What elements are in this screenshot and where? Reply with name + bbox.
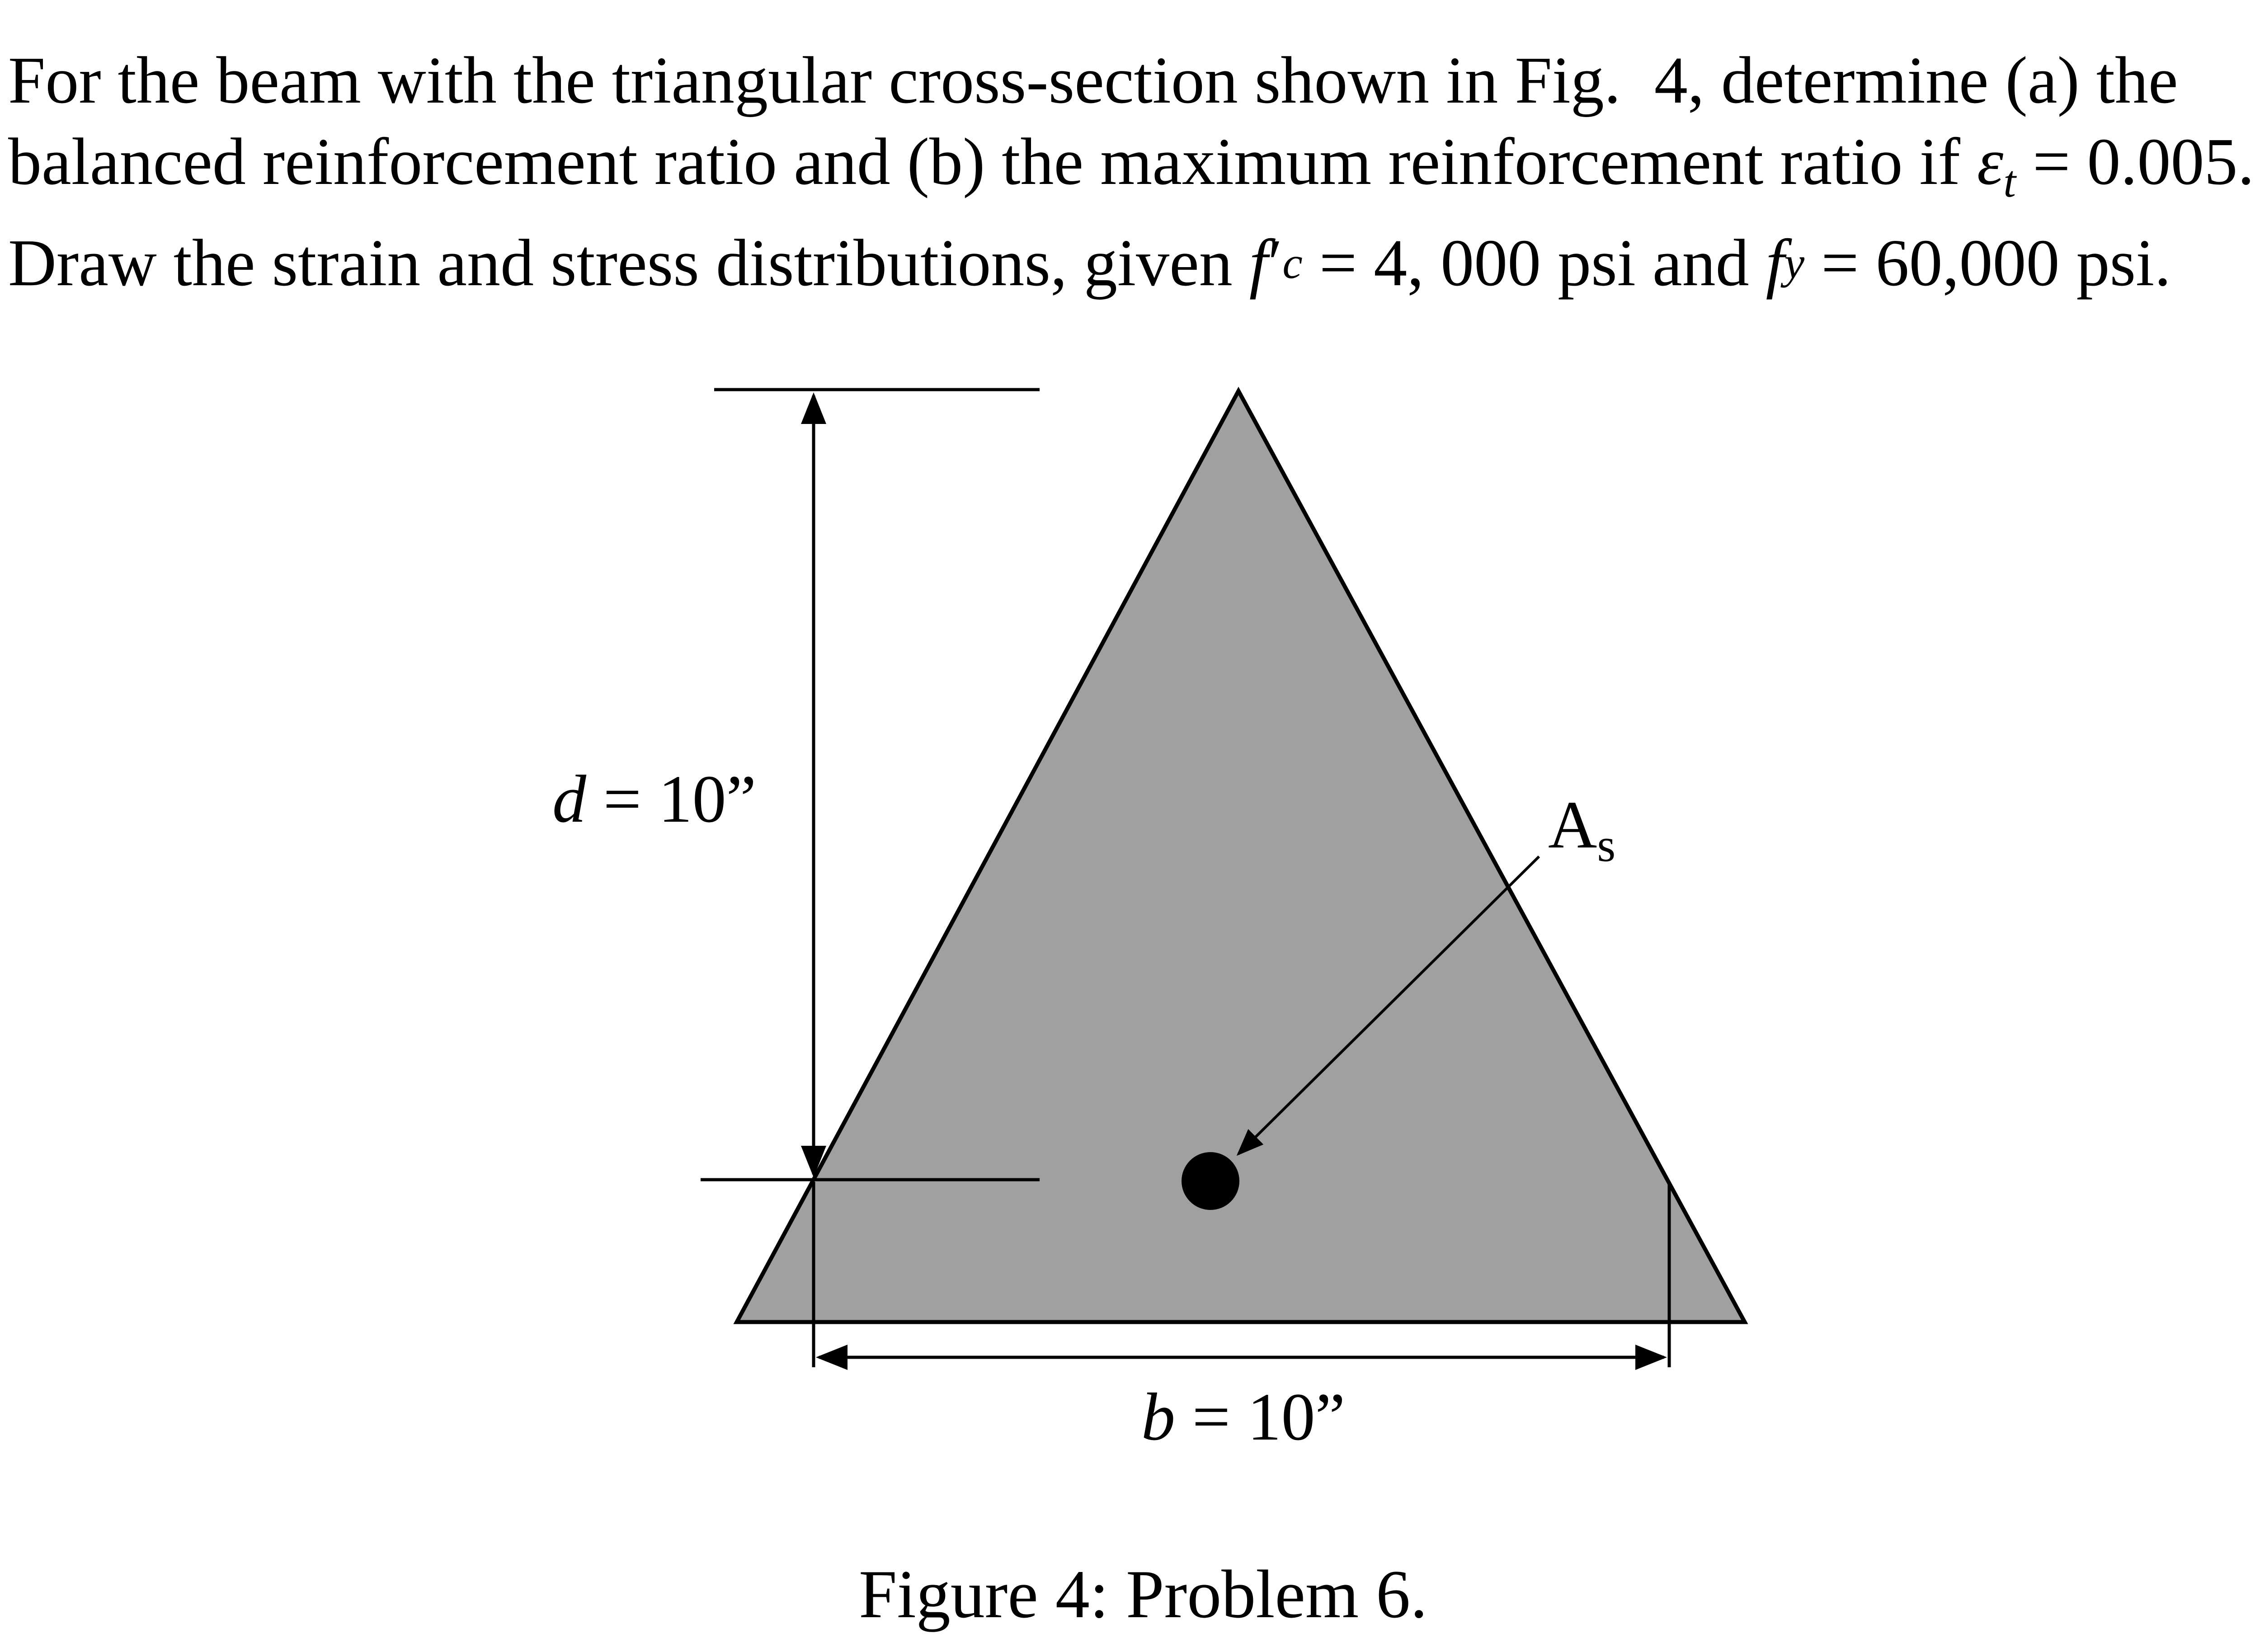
as-label-main: A: [1548, 787, 1597, 862]
reinforcement-bar: [1182, 1152, 1239, 1210]
d-label-variable: d: [552, 762, 586, 837]
d-dimension-label: [552, 762, 756, 837]
fc-subscript: c: [1282, 238, 1303, 288]
fy-subscript: y: [1784, 238, 1805, 288]
epsilon-symbol: ε: [1977, 125, 2004, 199]
epsilon-value: = 0.005.: [2016, 125, 2255, 199]
as-label: [1548, 787, 1615, 871]
fy-symbol: f: [1766, 226, 1784, 300]
b-label-value: = 10”: [1175, 1379, 1346, 1454]
as-label-subscript: s: [1597, 819, 1616, 871]
problem-line-1-text: For the beam with the triangular cross-section shown in Fig. 4, determine (a) the: [8, 43, 2178, 118]
b-label-variable: b: [1141, 1379, 1175, 1454]
fy-value: = 60,000 psi.: [1804, 226, 2171, 300]
fc-prime: ′: [1267, 226, 1283, 300]
epsilon-subscript: t: [2003, 156, 2016, 207]
fc-symbol: f: [1249, 226, 1268, 300]
fc-value: = 4, 000 psi and: [1302, 226, 1766, 300]
figure-caption: Figure 4: Problem 6.: [859, 1556, 1428, 1632]
b-dimension-label: [1141, 1379, 1345, 1454]
problem-line-2-before: balanced reinforcement ratio and (b) the maximum reinforcement ratio if: [8, 125, 1977, 199]
problem-line-3-before: Draw the strain and stress distributions, given: [8, 226, 1249, 300]
d-label-value: = 10”: [586, 762, 757, 837]
